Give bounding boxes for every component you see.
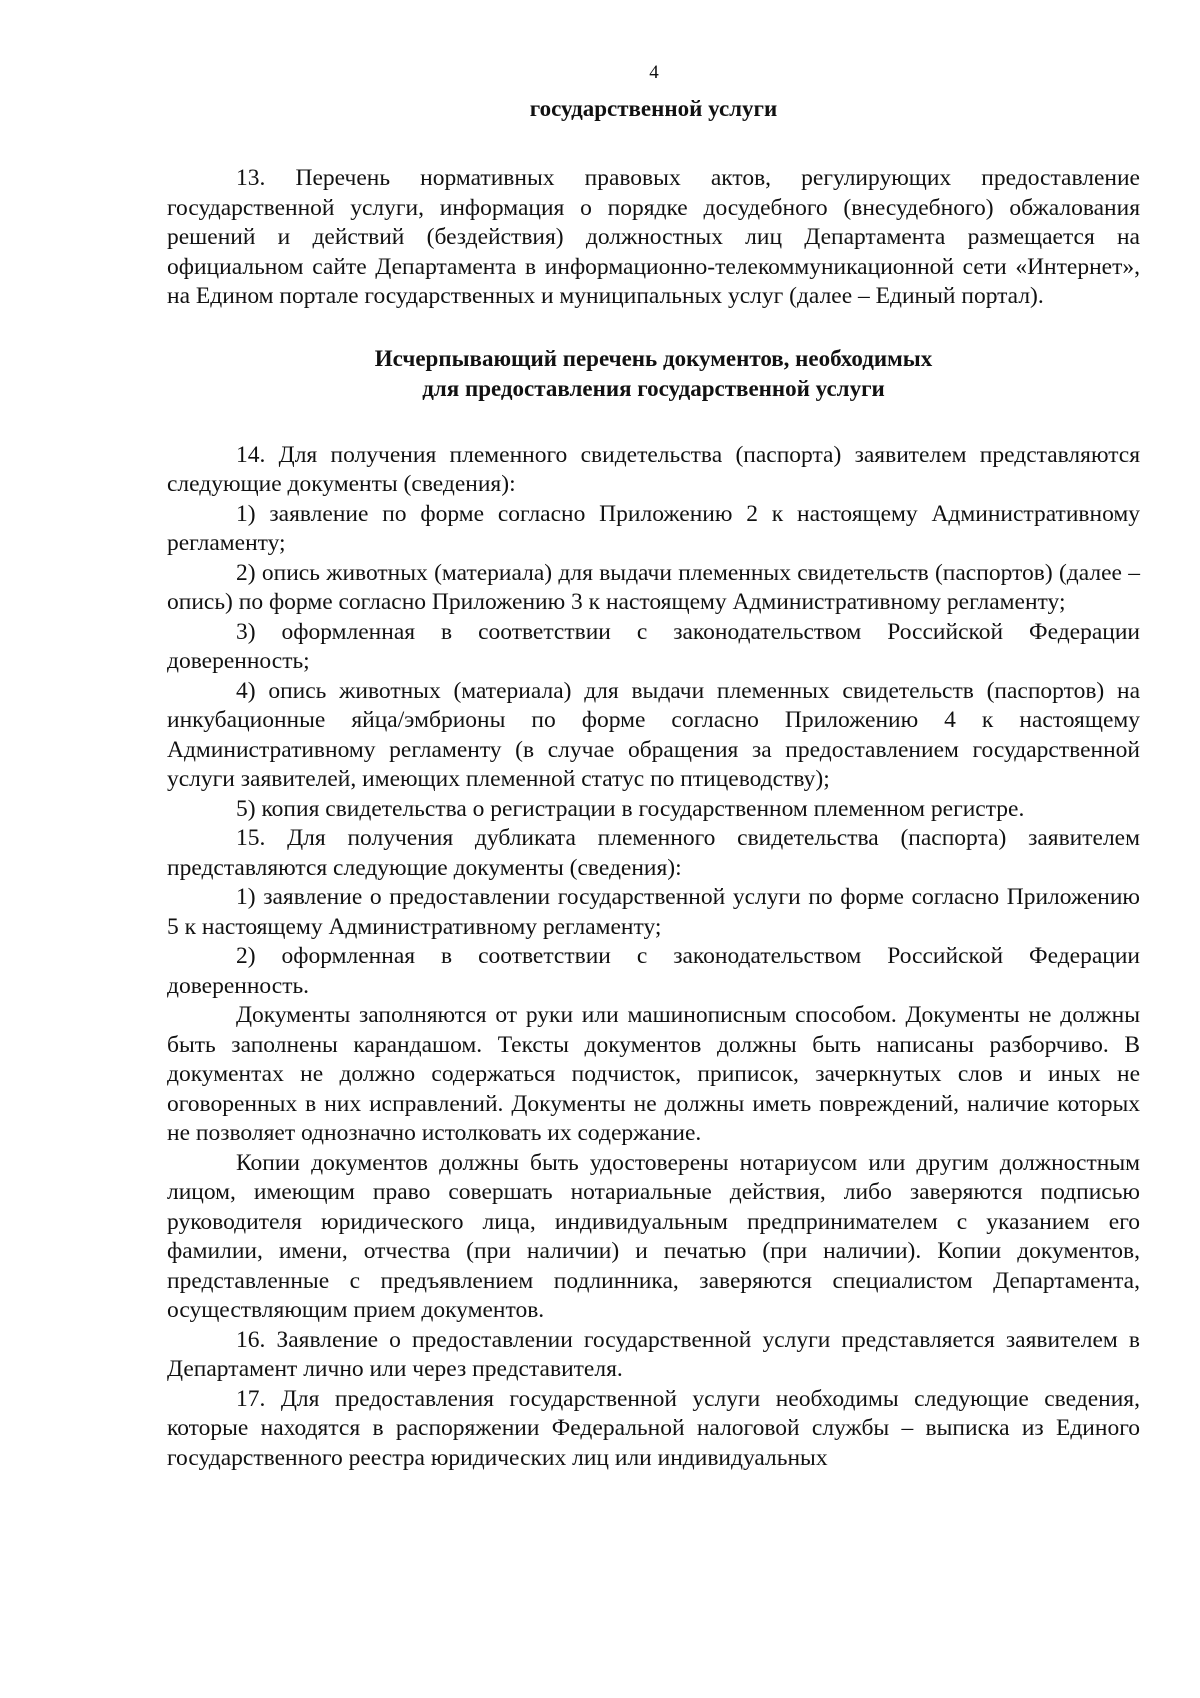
paragraph-copies-certification: Копии документов должны быть удостоверены нотариусом или другим должностным лицом, имеющим право совершать нотариальные действия, либо заверяются подписью руководителя юридического лица, индивидуальным предпринимателем с указанием его фамилии, имени, отчества (при наличии) и печатью (при наличии). Копии документов, представленные с предъявлением подлинника, заверяются специалистом Департамента, осуществляющим прием документов. — [167, 1149, 1140, 1323]
section-heading-line-1: Исчерпывающий перечень документов, необходимых — [374, 345, 933, 371]
document-page — [167, 58, 1140, 1473]
paragraph-15-item-2: 2) оформленная в соответствии с законодательством Российской Федерации доверенность. — [167, 943, 1140, 999]
paragraph-14-item-3: 3) оформленная в соответствии с законодательством Российской Федерации доверенность; — [167, 618, 1140, 674]
paragraph-14-item-5: 5) копия свидетельства о регистрации в государственном племенном регистре. — [236, 795, 1025, 822]
section-heading — [167, 344, 1140, 404]
section-heading-line-2: для предоставления государственной услуги — [422, 375, 885, 401]
paragraph-documents-requirements: Документы заполняются от руки или машинописным способом. Документы не должны быть заполнены карандашом. Тексты документов должны быть написаны разборчиво. В документах не должно содержаться подчисток, приписок, зачеркнутых слов и иных не оговоренных в них исправлений. Документы не должны иметь повреждений, наличие которых не позволяет однозначно истолковать их содержание. — [167, 1002, 1140, 1146]
paragraph-13: 13. Перечень нормативных правовых актов, регулирующих предоставление государственной услуги, информация о порядке досудебного (внесудебного) обжалования решений и действий (бездействия) должностных лиц Департамента размещается на официальном сайте Департамента в информационно-телекоммуникационной сети «Интернет», на Едином портале государственных и муниципальных услуг (далее – Единый портал). — [167, 165, 1140, 309]
page-number: 4 — [649, 62, 659, 83]
paragraph-17: 17. Для предоставления государственной услуги необходимы следующие сведения, которые находятся в распоряжении Федеральной налоговой службы – выписка из Единого государственного реестра юридических лиц или индивидуальных — [167, 1385, 1140, 1471]
paragraph-14: 14. Для получения племенного свидетельства (паспорта) заявителем представляются следующие документы (сведения): — [167, 441, 1140, 497]
paragraph-14-item-1: 1) заявление по форме согласно Приложению 2 к настоящему Административному регламенту; — [167, 500, 1140, 556]
paragraph-16: 16. Заявление о предоставлении государственной услуги представляется заявителем в Департамент лично или через представителя. — [167, 1326, 1140, 1382]
continued-heading: государственной услуги — [529, 96, 778, 121]
paragraph-14-item-2: 2) опись животных (материала) для выдачи племенных свидетельств (паспортов) (далее – опись) по форме согласно Приложению 3 к настоящему Административному регламенту; — [167, 559, 1140, 615]
paragraph-15: 15. Для получения дубликата племенного свидетельства (паспорта) заявителем представляются следующие документы (сведения): — [167, 825, 1140, 881]
paragraph-15-item-1: 1) заявление о предоставлении государственной услуги по форме согласно Приложению 5 к настоящему Административному регламенту; — [167, 884, 1140, 940]
paragraph-14-item-4: 4) опись животных (материала) для выдачи племенных свидетельств (паспортов) на инкубационные яйца/эмбрионы по форме согласно Приложению 4 к настоящему Административному регламенту (в случае обращения за предоставлением государственной услуги заявителей, имеющих племенной статус по птицеводству); — [167, 677, 1140, 792]
